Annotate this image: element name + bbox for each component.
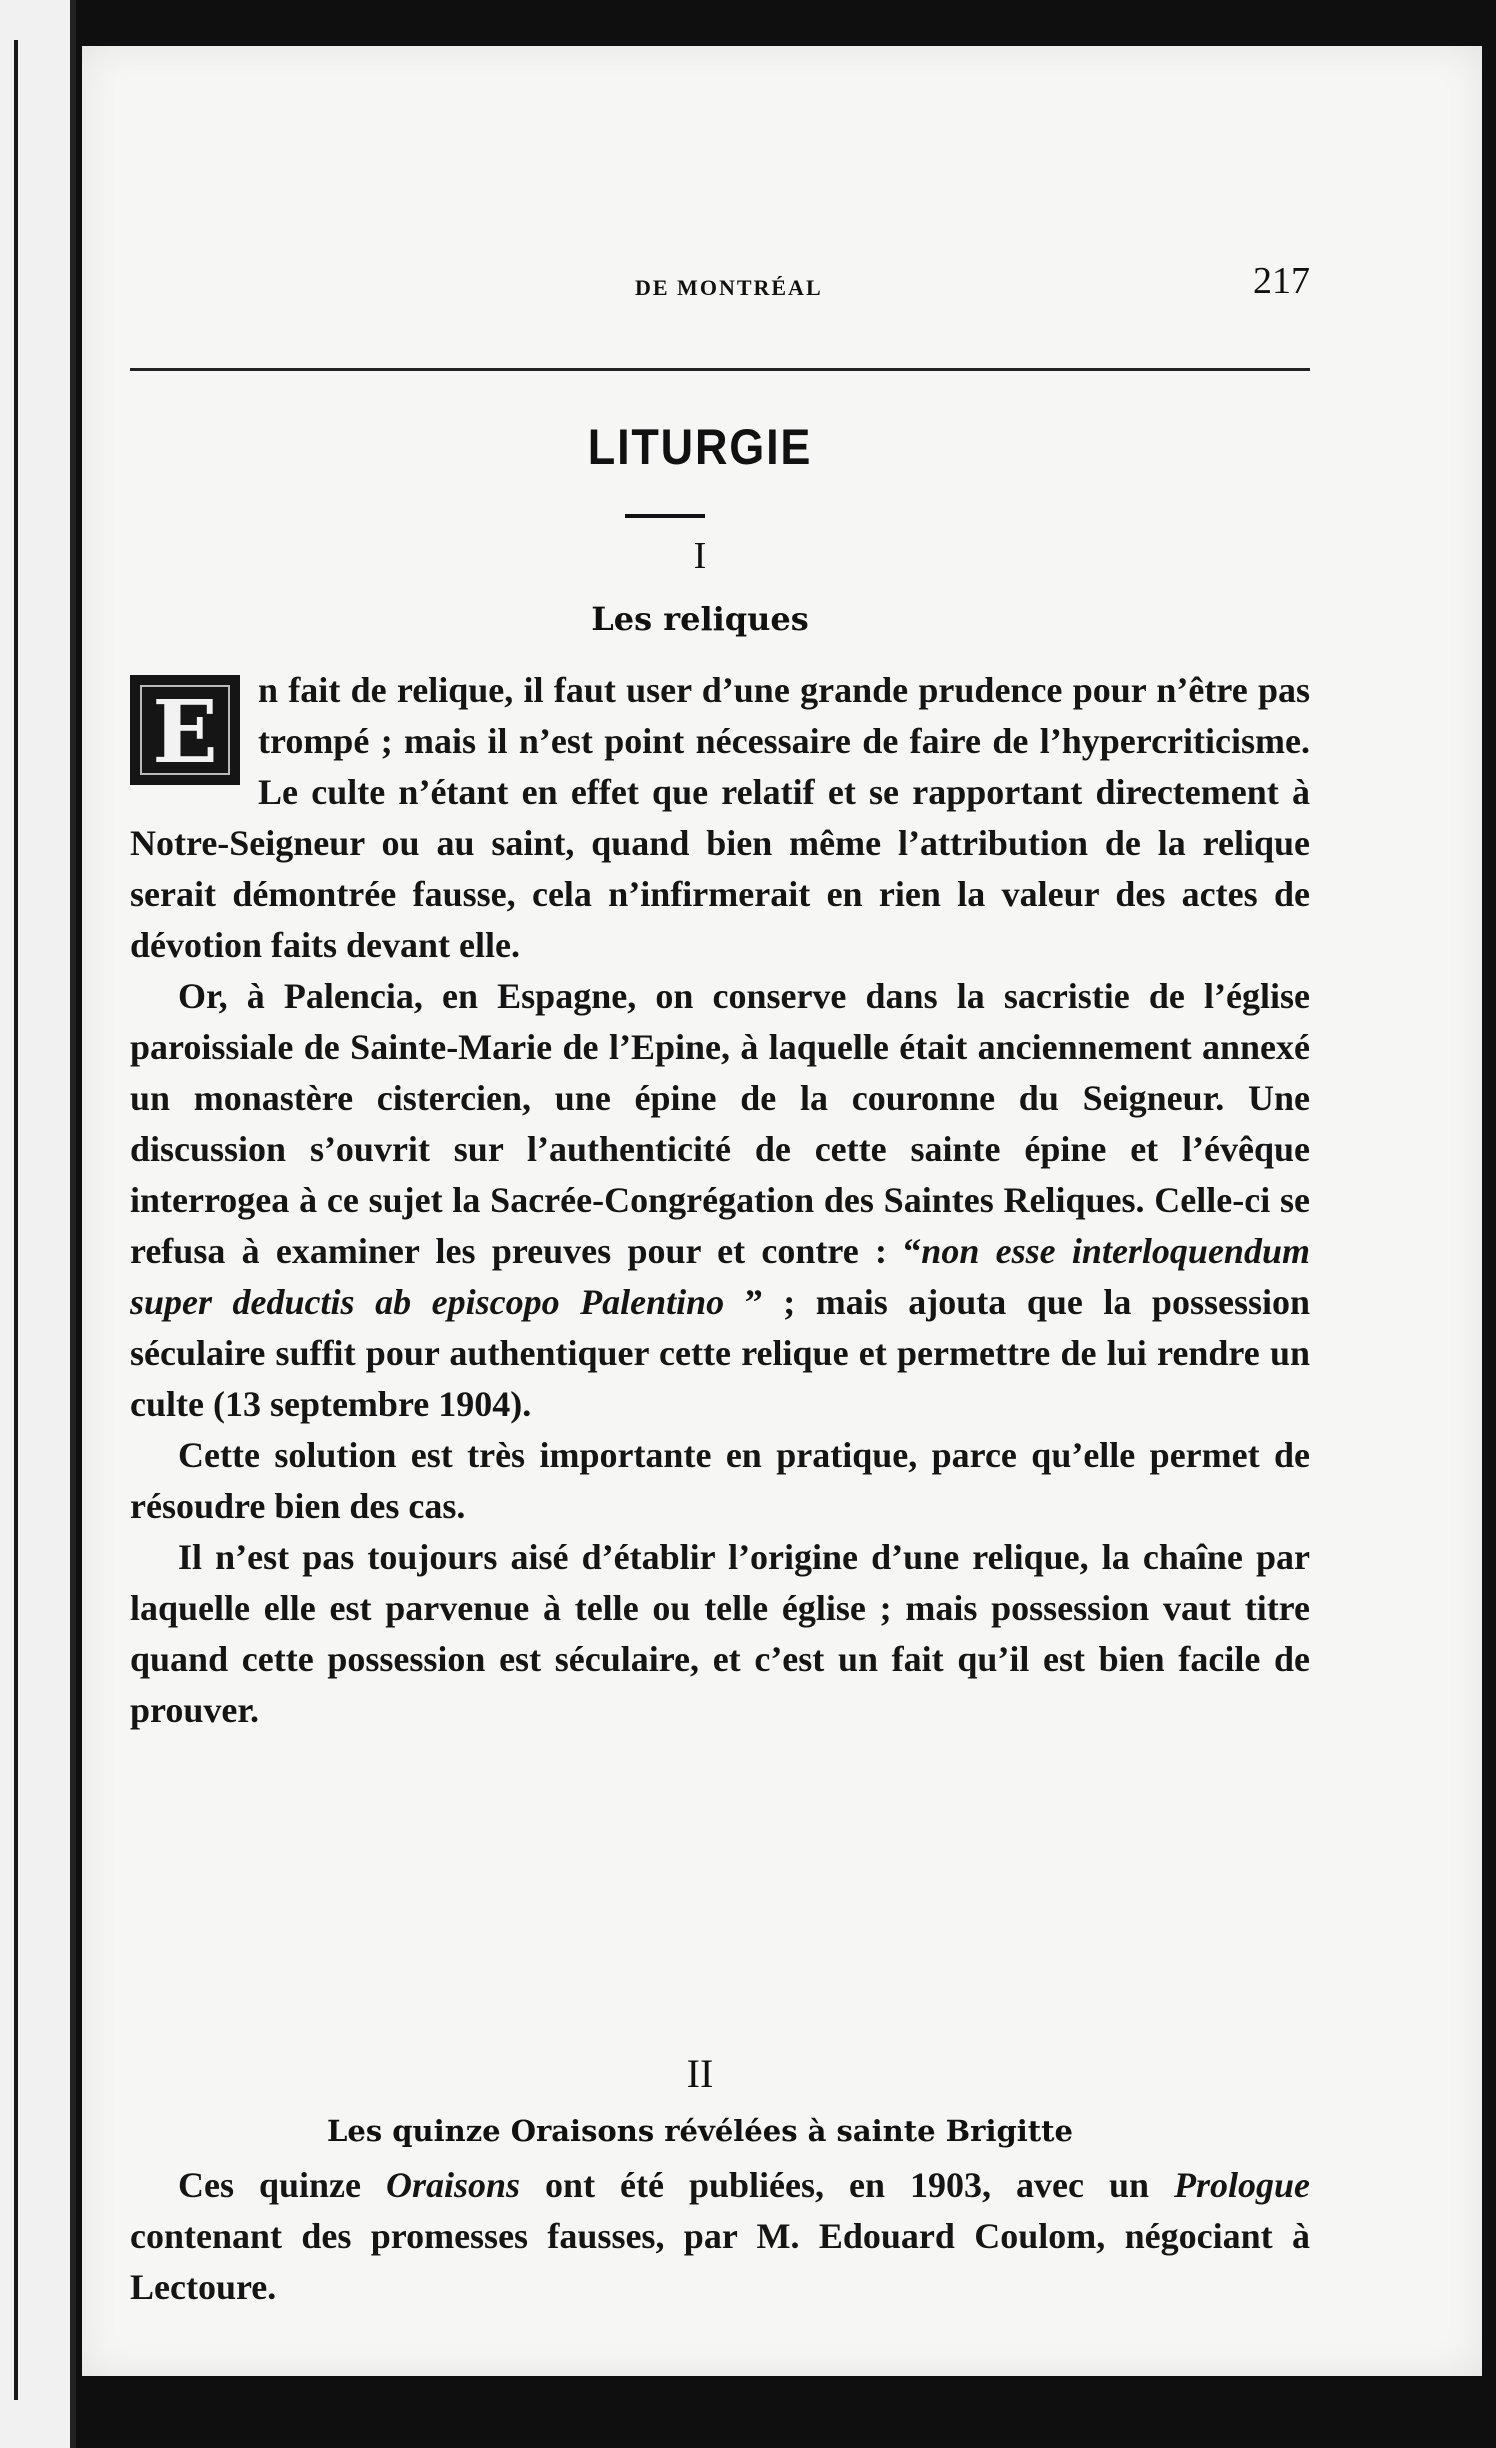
paragraph: Il n’est pas toujours aisé d’établir l’origine d’une relique, la chaîne par laquelle elle est parvenue à telle ou telle église ; mais possession vaut titre quand cette possession est séculaire, et c’est un fait qu’il est bien facile de prouver. — [130, 1537, 1310, 1730]
paragraph-text: n fait de relique, il faut user d’une grande prudence pour n’être pas trompé ; mais il n’est point nécessaire de faire de l’hypercriticisme. Le culte n’étant en effet que relatif et se rapportant directement à Notre-Seigneur ou au saint, quand bien même l’attribution de la relique serait démontrée fausse, cela n’infirmerait en rien la valeur des actes de dévotion faits devant elle. — [130, 670, 1310, 965]
part2-numeral: II — [686, 2051, 714, 2096]
title-rule — [625, 514, 705, 518]
running-head: DE MONTRÉAL — [635, 275, 823, 300]
drop-cap-letter: E — [152, 682, 218, 783]
header-rule — [130, 368, 1310, 371]
scan-border — [1482, 46, 1496, 2376]
italic-title: Prologue — [1173, 2165, 1310, 2205]
paragraph-text: Or, à Palencia, en Espagne, on conserve dans la sacristie de l’église paroissiale de Sainte-Marie de l’Epine, à laquelle était anciennement annexé un monastère cistercien, une épine de la couronne du Seigneur. Une discussion s’ouvrit sur l’authenticité de cette sainte épine et l’évêque interrogea à ce sujet la Sacrée-Congrégation des Saintes Reliques. Celle-ci se refusa à examiner les preuves pour et contre : “ — [130, 976, 1310, 1271]
drop-cap-ornament — [130, 675, 240, 785]
paragraph — [130, 665, 1310, 971]
paragraph — [130, 2160, 1310, 2313]
page-number: 217 — [1253, 260, 1310, 302]
paragraph: Cette solution est très importante en pratique, parce qu’elle permet de résoudre bien des cas. — [130, 1435, 1310, 1526]
paragraph-text: ont été publiées, en 1903, avec un — [520, 2165, 1174, 2205]
latin-quote: non esse interloquendum super deductis ab episcopo Palentino — [130, 1231, 1310, 1322]
italic-title: Oraisons — [386, 2165, 521, 2205]
binding-shadow — [14, 40, 18, 2400]
paragraph — [130, 971, 1310, 1430]
part2-title: Les quinze Oraisons révélées à sainte Brigitte — [326, 2114, 1074, 2148]
part1-numeral: I — [693, 535, 707, 577]
part2-body — [130, 2160, 1310, 2313]
section-title: LITURGIE — [587, 419, 813, 475]
part1-title: Les reliques — [591, 600, 809, 638]
page-header — [130, 255, 1310, 307]
paragraph-text: contenant des promesses fausses, par M. Edouard Coulom, négociant à Lectoure. — [130, 2216, 1310, 2307]
part1-body — [130, 665, 1310, 1736]
paragraph-text: Ces quinze — [178, 2165, 386, 2205]
paragraph-text: ” ; mais ajouta que la possession séculaire suffit pour authentiquer cette relique et permettre de lui rendre un culte (13 septembre 1904). — [130, 1282, 1310, 1424]
